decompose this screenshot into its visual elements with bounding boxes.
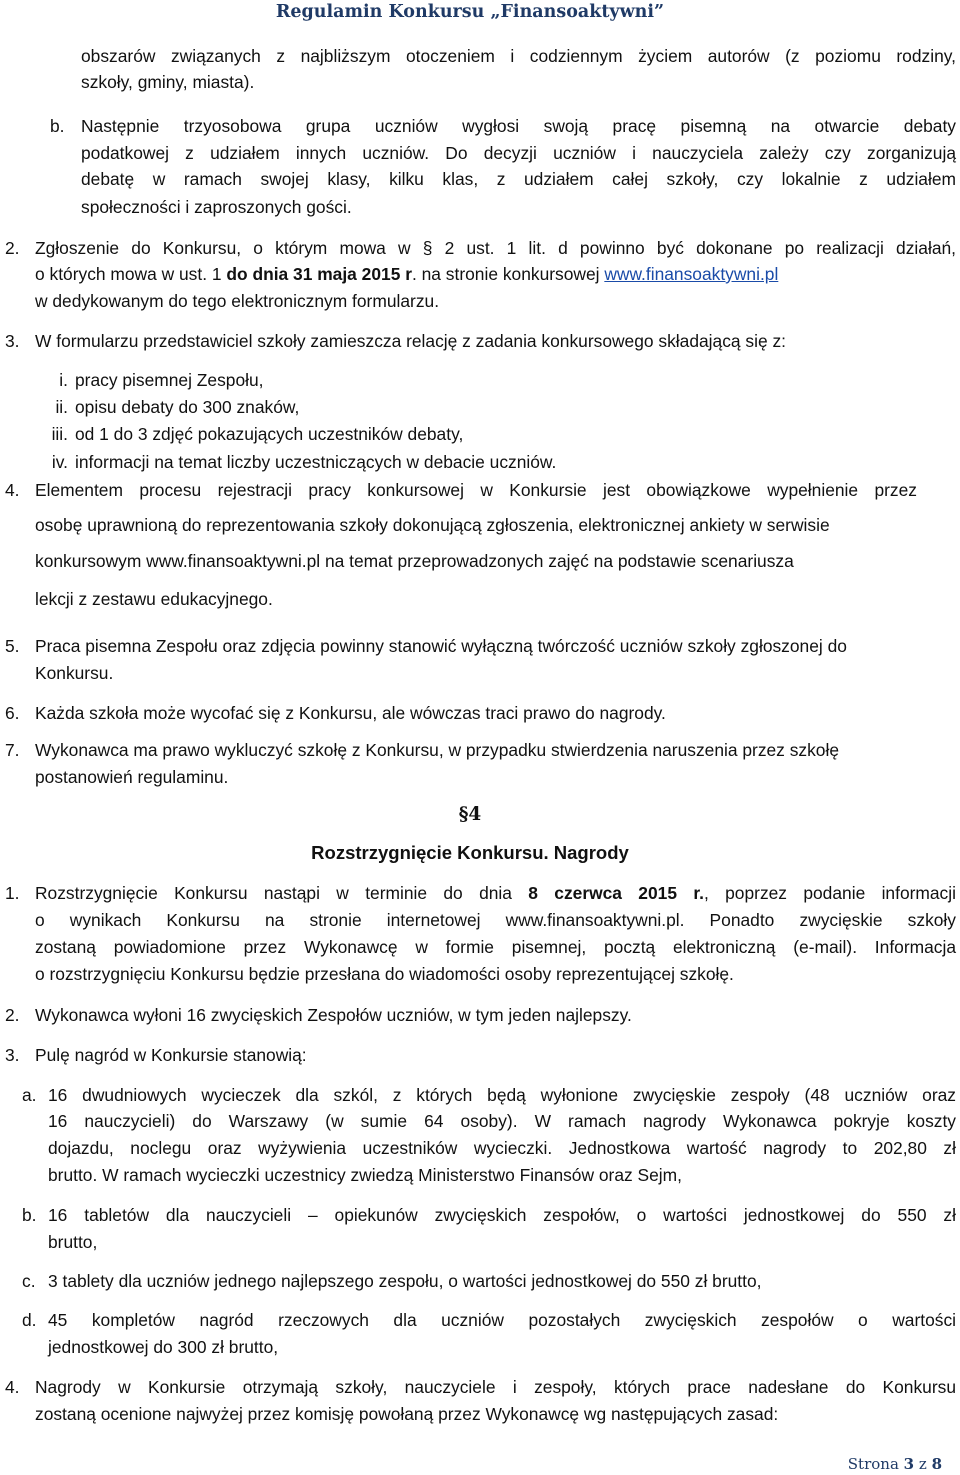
page-total: 8	[931, 1455, 942, 1473]
deadline-date: do dnia 31 maja 2015 r	[226, 264, 412, 284]
list-item-text	[35, 261, 956, 287]
list-item-text: postanowień regulaminu.	[35, 767, 229, 787]
list-item-text: Zgłoszenie do Konkursu, o którym mowa w § 2 ust. 1 lit. d powinno być dokonane po realizacji działań,	[35, 238, 956, 258]
list-marker: 3.	[5, 331, 20, 351]
list-item-text: społeczności i zaproszonych gości.	[81, 197, 352, 217]
prize-text: brutto. W ramach wycieczki uczestnicy zwiedzą Ministerstwo Finansów oraz Sejm,	[48, 1165, 682, 1185]
prize-marker: b.	[22, 1205, 37, 1225]
prize-text: brutto,	[48, 1232, 98, 1252]
sublist-marker: ii.	[55, 397, 68, 417]
page-label: Strona	[847, 1455, 904, 1473]
list-item-text: podatkowej z udziałem innych uczniów. Do decyzji uczniów i nauczyciela zależy czy zorganizują	[81, 143, 956, 163]
list-item-text: Praca pisemna Zespołu oraz zdjęcia powinny stanowić wyłączną twórczość uczniów szkoły zgłoszonej do	[35, 636, 847, 656]
list-marker: 7.	[5, 740, 20, 760]
prize-text: 45 kompletów nagród rzeczowych dla uczniów pozostałych zwycięskich zespołów o wartości	[48, 1310, 956, 1330]
text-span: Rozstrzygnięcie Konkursu nastąpi w terminie do dnia	[35, 883, 529, 903]
intro-line: obszarów związanych z najbliższym otoczeniem i codziennym życiem autorów (z poziomu rodziny,	[81, 46, 956, 66]
list-item-text: konkursowym www.finansoaktywni.pl na temat przeprowadzonych zajęć na podstawie scenariusza	[35, 551, 794, 571]
list-marker: b.	[50, 116, 65, 136]
list-marker: 5.	[5, 636, 20, 656]
prize-marker: c.	[22, 1271, 36, 1291]
list-marker: 6.	[5, 703, 20, 723]
prize-text: 3 tablety dla uczniów jednego najlepszego zespołu, o wartości jednostkowej do 550 zł brutto,	[48, 1271, 762, 1291]
text-span: , poprzez podanie informacji	[703, 883, 956, 903]
list-item-text: Elementem procesu rejestracji pracy konkursowej w Konkursie jest obowiązkowe wypełnienie przez	[35, 480, 917, 500]
list-item-text: Każda szkoła może wycofać się z Konkursu, ale wówczas traci prawo do nagrody.	[35, 703, 666, 723]
document-header-title: Regulamin Konkursu „Finansoaktywni”	[275, 2, 665, 22]
list-marker: 2.	[5, 1005, 20, 1025]
list-item-text	[35, 880, 956, 906]
prize-text: 16 dwudniowych wycieczek dla szkól, z których będą wyłonione zwycięskie zespoły (48 uczniów oraz	[48, 1085, 956, 1105]
list-marker: 2.	[5, 238, 20, 258]
prize-text: 16 nauczycieli) do Warszawy (w sumie 64 osoby). W ramach nagrody Wykonawca pokryje koszty	[48, 1111, 956, 1131]
intro-line: szkoły, gminy, miasta).	[81, 72, 255, 92]
list-item-text: Wykonawca wyłoni 16 zwycięskich Zespołów uczniów, w tym jeden najlepszy.	[35, 1005, 632, 1025]
list-item-text: o rozstrzygnięciu Konkursu będzie przesłana do wiadomości osoby reprezentującej szkołę.	[35, 964, 734, 984]
list-item-text: zostaną ocenione najwyżej przez komisję powołaną przez Wykonawcę wg następujących zasad:	[35, 1404, 779, 1424]
sublist-item: informacji na temat liczby uczestniczących w debacie uczniów.	[75, 452, 557, 472]
list-marker: 3.	[5, 1045, 20, 1065]
section-number: §4	[458, 804, 482, 825]
list-item-text: o wynikach Konkursu na stronie internetowej www.finansoaktywni.pl. Ponadto zwycięskie szkoły	[35, 910, 956, 930]
list-item-text: W formularzu przedstawiciel szkoły zamieszcza relację z zadania konkursowego składającą się z:	[35, 331, 786, 351]
prize-text: dojazdu, noclegu oraz wyżywienia uczestników wycieczki. Jednostkowa wartość nagrody to 202,80 zł	[48, 1138, 956, 1158]
list-item-text: Następnie trzyosobowa grupa uczniów wygłosi swoją pracę pisemną na otwarcie debaty	[81, 116, 956, 136]
sublist-marker: iii.	[51, 424, 68, 444]
list-item-text: osobę uprawnioną do reprezentowania szkoły dokonującą zgłoszenia, elektronicznej ankiety w serwisie	[35, 515, 830, 535]
sublist-item: od 1 do 3 zdjęć pokazujących uczestników debaty,	[75, 424, 464, 444]
list-marker: 4.	[5, 1377, 20, 1397]
prize-text: 16 tabletów dla nauczycieli – opiekunów zwycięskich zespołów, o wartości jednostkowej do 550 zł	[48, 1205, 956, 1225]
list-item-text: Pulę nagród w Konkursie stanowią:	[35, 1045, 307, 1065]
list-item-text: lekcji z zestawu edukacyjnego.	[35, 589, 273, 609]
announcement-date: 8 czerwca 2015 r.	[528, 883, 704, 903]
list-item-text: Wykonawca ma prawo wykluczyć szkołę z Konkursu, w przypadku stwierdzenia naruszenia przez szkołę	[35, 740, 840, 760]
sublist-marker: i.	[59, 370, 68, 390]
sublist-item: opisu debaty do 300 znaków,	[75, 397, 300, 417]
list-item-text: w dedykowanym do tego elektronicznym formularzu.	[35, 291, 440, 311]
page-current: 3	[903, 1455, 915, 1473]
page-number	[848, 1455, 942, 1473]
prize-text: jednostkowej do 300 zł brutto,	[48, 1337, 279, 1357]
text-span: . na stronie konkursowej	[411, 264, 605, 284]
list-item-text: Nagrody w Konkursie otrzymają szkoły, nauczyciele i zespoły, których prace nadesłane do Konkursu	[35, 1377, 956, 1397]
sublist-marker: iv.	[51, 452, 68, 472]
list-item-text: Konkursu.	[35, 663, 114, 683]
prize-marker: a.	[22, 1085, 37, 1105]
list-marker: 1.	[5, 883, 20, 903]
website-link[interactable]: www.finansoaktywni.pl	[604, 264, 779, 284]
list-item-text: debatę w ramach swojej klasy, kilku klas, z udziałem całej szkoły, czy lokalnie z udziałem	[81, 169, 956, 189]
section-title: Rozstrzygnięcie Konkursu. Nagrody	[311, 842, 629, 863]
list-item-text: zostaną powiadomione przez Wykonawcę w formie pisemnej, pocztą elektroniczną (e-mail). Informacja	[35, 937, 956, 957]
page-sep: z	[914, 1455, 932, 1473]
text-span: o których mowa w ust. 1	[35, 264, 227, 284]
list-marker: 4.	[5, 480, 20, 500]
sublist-item: pracy pisemnej Zespołu,	[75, 370, 264, 390]
prize-marker: d.	[22, 1310, 37, 1330]
